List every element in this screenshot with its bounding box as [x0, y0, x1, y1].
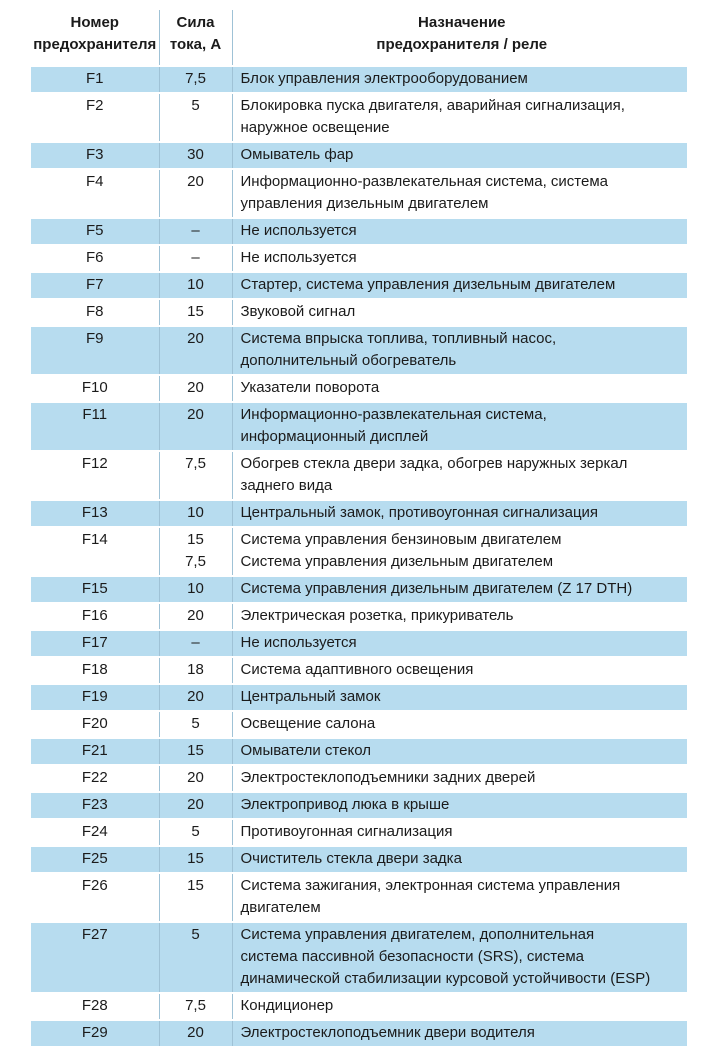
table-row: [31, 819, 687, 846]
fuse-current-value: 15: [187, 531, 204, 548]
fuse-current: [159, 603, 232, 630]
fuse-purpose: [232, 873, 687, 922]
fuse-current-value: 15: [187, 850, 204, 867]
fuse-number: F13: [31, 500, 159, 527]
table-row: [31, 765, 687, 792]
table-row: [31, 218, 687, 245]
fuse-purpose-line: Кондиционер: [240, 997, 334, 1014]
fuse-number: F27: [31, 922, 159, 993]
fuse-purpose: [232, 922, 687, 993]
table-row: [31, 873, 687, 922]
table-row: [31, 500, 687, 527]
fuse-purpose-line: Электростеклоподъемники задних дверей: [240, 769, 536, 786]
fuse-number: F17: [31, 630, 159, 657]
table-row: [31, 169, 687, 218]
fuse-number: F26: [31, 873, 159, 922]
fuse-current-value: –: [191, 634, 200, 651]
fuse-purpose-line: Система управления бензиновым двигателем: [240, 531, 562, 548]
table-row: [31, 792, 687, 819]
fuse-purpose-line: Стартер, система управления дизельным двигателем: [240, 276, 616, 293]
fuse-purpose-line: Электростеклоподъемник двери водителя: [240, 1024, 535, 1041]
fuse-number: F24: [31, 819, 159, 846]
fuse-number: F18: [31, 657, 159, 684]
fuse-number: F1: [31, 66, 159, 93]
fuse-purpose: [232, 630, 687, 657]
fuse-purpose: [232, 375, 687, 402]
fuse-purpose: [232, 1020, 687, 1046]
fuse-purpose: [232, 846, 687, 873]
fuse-purpose-line: Электропривод люка в крыше: [240, 796, 450, 813]
fuse-current-value: 10: [187, 276, 204, 293]
fuse-number: F25: [31, 846, 159, 873]
header-current-line: тока, А: [169, 36, 222, 53]
fuse-number: F23: [31, 792, 159, 819]
fuse-current-value: 5: [191, 823, 200, 840]
fuse-purpose: [232, 684, 687, 711]
table-row: [31, 451, 687, 500]
fuse-purpose-line: Не используется: [240, 222, 357, 239]
fuse-purpose: [232, 326, 687, 375]
fuse-number: F10: [31, 375, 159, 402]
fuse-current-value: 20: [187, 796, 204, 813]
fuse-number: F22: [31, 765, 159, 792]
header-purpose-line: предохранителя / реле: [376, 36, 548, 53]
table-row: [31, 527, 687, 576]
fuse-current-value: 10: [187, 580, 204, 597]
table-row: [31, 922, 687, 993]
fuse-current-value: 18: [187, 661, 204, 678]
fuse-current: [159, 93, 232, 142]
table-row: [31, 657, 687, 684]
fuse-number: F2: [31, 93, 159, 142]
fuse-current-value: 20: [187, 1024, 204, 1041]
fuse-purpose: [232, 66, 687, 93]
fuse-purpose-line: Освещение салона: [240, 715, 376, 732]
fuse-number: F16: [31, 603, 159, 630]
fuse-number: F5: [31, 218, 159, 245]
fuse-current-value: 7,5: [185, 455, 206, 472]
fuse-purpose-line: Обогрев стекла двери задка, обогрев наружных зеркал: [240, 455, 628, 472]
table-header: [31, 10, 687, 66]
fuse-number: F28: [31, 993, 159, 1020]
fuse-number: F14: [31, 527, 159, 576]
fuse-purpose-line: Омыватель фар: [240, 146, 354, 163]
table-row: [31, 299, 687, 326]
fuse-current-value: –: [191, 222, 200, 239]
fuse-purpose-line: Противоугонная сигнализация: [240, 823, 453, 840]
fuse-current: [159, 765, 232, 792]
fuse-current-value: 7,5: [185, 997, 206, 1014]
fuse-number: F7: [31, 272, 159, 299]
fuse-purpose: [232, 603, 687, 630]
fuse-purpose-line: дополнительный обогреватель: [240, 352, 457, 369]
fuse-number: F15: [31, 576, 159, 603]
table-row: [31, 711, 687, 738]
fuse-purpose: [232, 402, 687, 451]
fuse-purpose: [232, 142, 687, 169]
fuse-current: [159, 326, 232, 375]
fuse-purpose-line: Очиститель стекла двери задка: [240, 850, 462, 867]
fuse-current: [159, 245, 232, 272]
fuse-current: [159, 272, 232, 299]
fuse-current: [159, 576, 232, 603]
table-row: [31, 1020, 687, 1046]
fuse-purpose: [232, 819, 687, 846]
fuse-purpose-line: информационный дисплей: [240, 428, 429, 445]
fuse-current: [159, 169, 232, 218]
fuse-current-value: 5: [191, 97, 200, 114]
fuse-current: [159, 66, 232, 93]
fuse-current: [159, 993, 232, 1020]
fuse-purpose-line: Система управления двигателем, дополнительная: [240, 926, 595, 943]
fuse-current: [159, 657, 232, 684]
table-row: [31, 684, 687, 711]
fuse-purpose: [232, 451, 687, 500]
fuse-number: F29: [31, 1020, 159, 1046]
fuse-current-value: 20: [187, 173, 204, 190]
header-row: [31, 10, 687, 66]
fuse-purpose: [232, 993, 687, 1020]
fuse-current-value: 15: [187, 877, 204, 894]
fuse-purpose: [232, 245, 687, 272]
fuse-purpose: [232, 500, 687, 527]
fuse-purpose: [232, 765, 687, 792]
fuse-purpose: [232, 657, 687, 684]
fuse-current: [159, 299, 232, 326]
fuse-purpose-line: Электрическая розетка, прикуриватель: [240, 607, 514, 624]
fuse-current-value: –: [191, 249, 200, 266]
fuse-current-value: 5: [191, 715, 200, 732]
table-row: [31, 245, 687, 272]
fuse-purpose: [232, 576, 687, 603]
fuse-number: F19: [31, 684, 159, 711]
fuse-current-value: 20: [187, 769, 204, 786]
fuse-purpose: [232, 711, 687, 738]
fuse-purpose-line: Информационно-развлекательная система, система: [240, 173, 608, 190]
fuse-current: [159, 527, 232, 576]
fuse-purpose-line: Звуковой сигнал: [240, 303, 356, 320]
fuse-current: [159, 738, 232, 765]
fuse-purpose-line: двигателем: [240, 899, 321, 916]
fuse-number: F9: [31, 326, 159, 375]
fuse-current: [159, 819, 232, 846]
fuse-purpose-line: Блокировка пуска двигателя, аварийная сигнализация,: [240, 97, 625, 114]
header-fuse-number: [31, 10, 159, 66]
fuse-purpose-line: наружное освещение: [240, 119, 390, 136]
fuse-purpose: [232, 93, 687, 142]
fuse-current: [159, 142, 232, 169]
fuse-number: F12: [31, 451, 159, 500]
fuse-purpose-line: заднего вида: [240, 477, 333, 494]
table-row: [31, 93, 687, 142]
fuse-purpose: [232, 527, 687, 576]
table-row: [31, 66, 687, 93]
table-row: [31, 738, 687, 765]
fuse-table: [31, 10, 687, 1046]
fuse-current: [159, 451, 232, 500]
fuse-number: F4: [31, 169, 159, 218]
fuse-purpose-line: Система управления дизельным двигателем: [240, 553, 554, 570]
fuse-purpose-line: Информационно-развлекательная система,: [240, 406, 547, 423]
header-purpose: [232, 10, 687, 66]
fuse-current-value: 5: [191, 926, 200, 943]
fuse-current: [159, 922, 232, 993]
table-row: [31, 630, 687, 657]
fuse-current: [159, 711, 232, 738]
fuse-current: [159, 402, 232, 451]
header-fuse-number-line: предохранителя: [33, 36, 157, 53]
fuse-current-value: 7,5: [185, 553, 206, 570]
table-row: [31, 603, 687, 630]
table-row: [31, 326, 687, 375]
fuse-purpose-line: Омыватели стекол: [240, 742, 371, 759]
table-row: [31, 402, 687, 451]
fuse-number: F3: [31, 142, 159, 169]
fuse-number: F21: [31, 738, 159, 765]
header-current: [159, 10, 232, 66]
fuse-current: [159, 375, 232, 402]
fuse-current-value: 20: [187, 406, 204, 423]
fuse-purpose-line: динамической стабилизации курсовой устойчивости (ESP): [240, 970, 651, 987]
fuse-current-value: 20: [187, 330, 204, 347]
fuse-purpose-line: система пассивной безопасности (SRS), система: [240, 948, 584, 965]
fuse-current-value: 15: [187, 303, 204, 320]
fuse-current: [159, 873, 232, 922]
fuse-current: [159, 846, 232, 873]
fuse-current: [159, 500, 232, 527]
fuse-purpose-line: Блок управления электрооборудованием: [240, 70, 528, 87]
fuse-number: F20: [31, 711, 159, 738]
fuse-purpose: [232, 272, 687, 299]
fuse-number: F11: [31, 402, 159, 451]
fuse-current-value: 10: [187, 504, 204, 521]
fuse-purpose: [232, 738, 687, 765]
fuse-purpose-line: Центральный замок, противоугонная сигнализация: [240, 504, 599, 521]
fuse-current-value: 15: [187, 742, 204, 759]
fuse-purpose: [232, 792, 687, 819]
table-row: [31, 142, 687, 169]
fuse-purpose-line: Система зажигания, электронная система управления: [240, 877, 621, 894]
fuse-purpose-line: управления дизельным двигателем: [240, 195, 489, 212]
fuse-purpose-line: Не используется: [240, 249, 357, 266]
fuse-purpose-line: Система адаптивного освещения: [240, 661, 474, 678]
fuse-purpose-line: Центральный замок: [240, 688, 381, 705]
fuse-current: [159, 218, 232, 245]
fuse-purpose-line: Не используется: [240, 634, 357, 651]
table-row: [31, 846, 687, 873]
header-fuse-number-line: Номер: [70, 14, 119, 31]
fuse-number: F8: [31, 299, 159, 326]
fuse-current: [159, 1020, 232, 1046]
fuse-number: F6: [31, 245, 159, 272]
table-body: [31, 66, 687, 1046]
fuse-current: [159, 684, 232, 711]
table-row: [31, 272, 687, 299]
header-current-line: Сила: [176, 14, 215, 31]
fuse-purpose-line: Система управления дизельным двигателем (Z 17 DTH): [240, 580, 633, 597]
fuse-current-value: 7,5: [185, 70, 206, 87]
fuse-purpose: [232, 299, 687, 326]
fuse-current-value: 30: [187, 146, 204, 163]
fuse-purpose: [232, 218, 687, 245]
fuse-purpose-line: Система впрыска топлива, топливный насос,: [240, 330, 557, 347]
fuse-current: [159, 792, 232, 819]
header-purpose-line: Назначение: [417, 14, 506, 31]
table-row: [31, 576, 687, 603]
fuse-current-value: 20: [187, 607, 204, 624]
table-row: [31, 993, 687, 1020]
fuse-current: [159, 630, 232, 657]
table-row: [31, 375, 687, 402]
fuse-current-value: 20: [187, 379, 204, 396]
fuse-purpose: [232, 169, 687, 218]
fuse-current-value: 20: [187, 688, 204, 705]
fuse-purpose-line: Указатели поворота: [240, 379, 380, 396]
